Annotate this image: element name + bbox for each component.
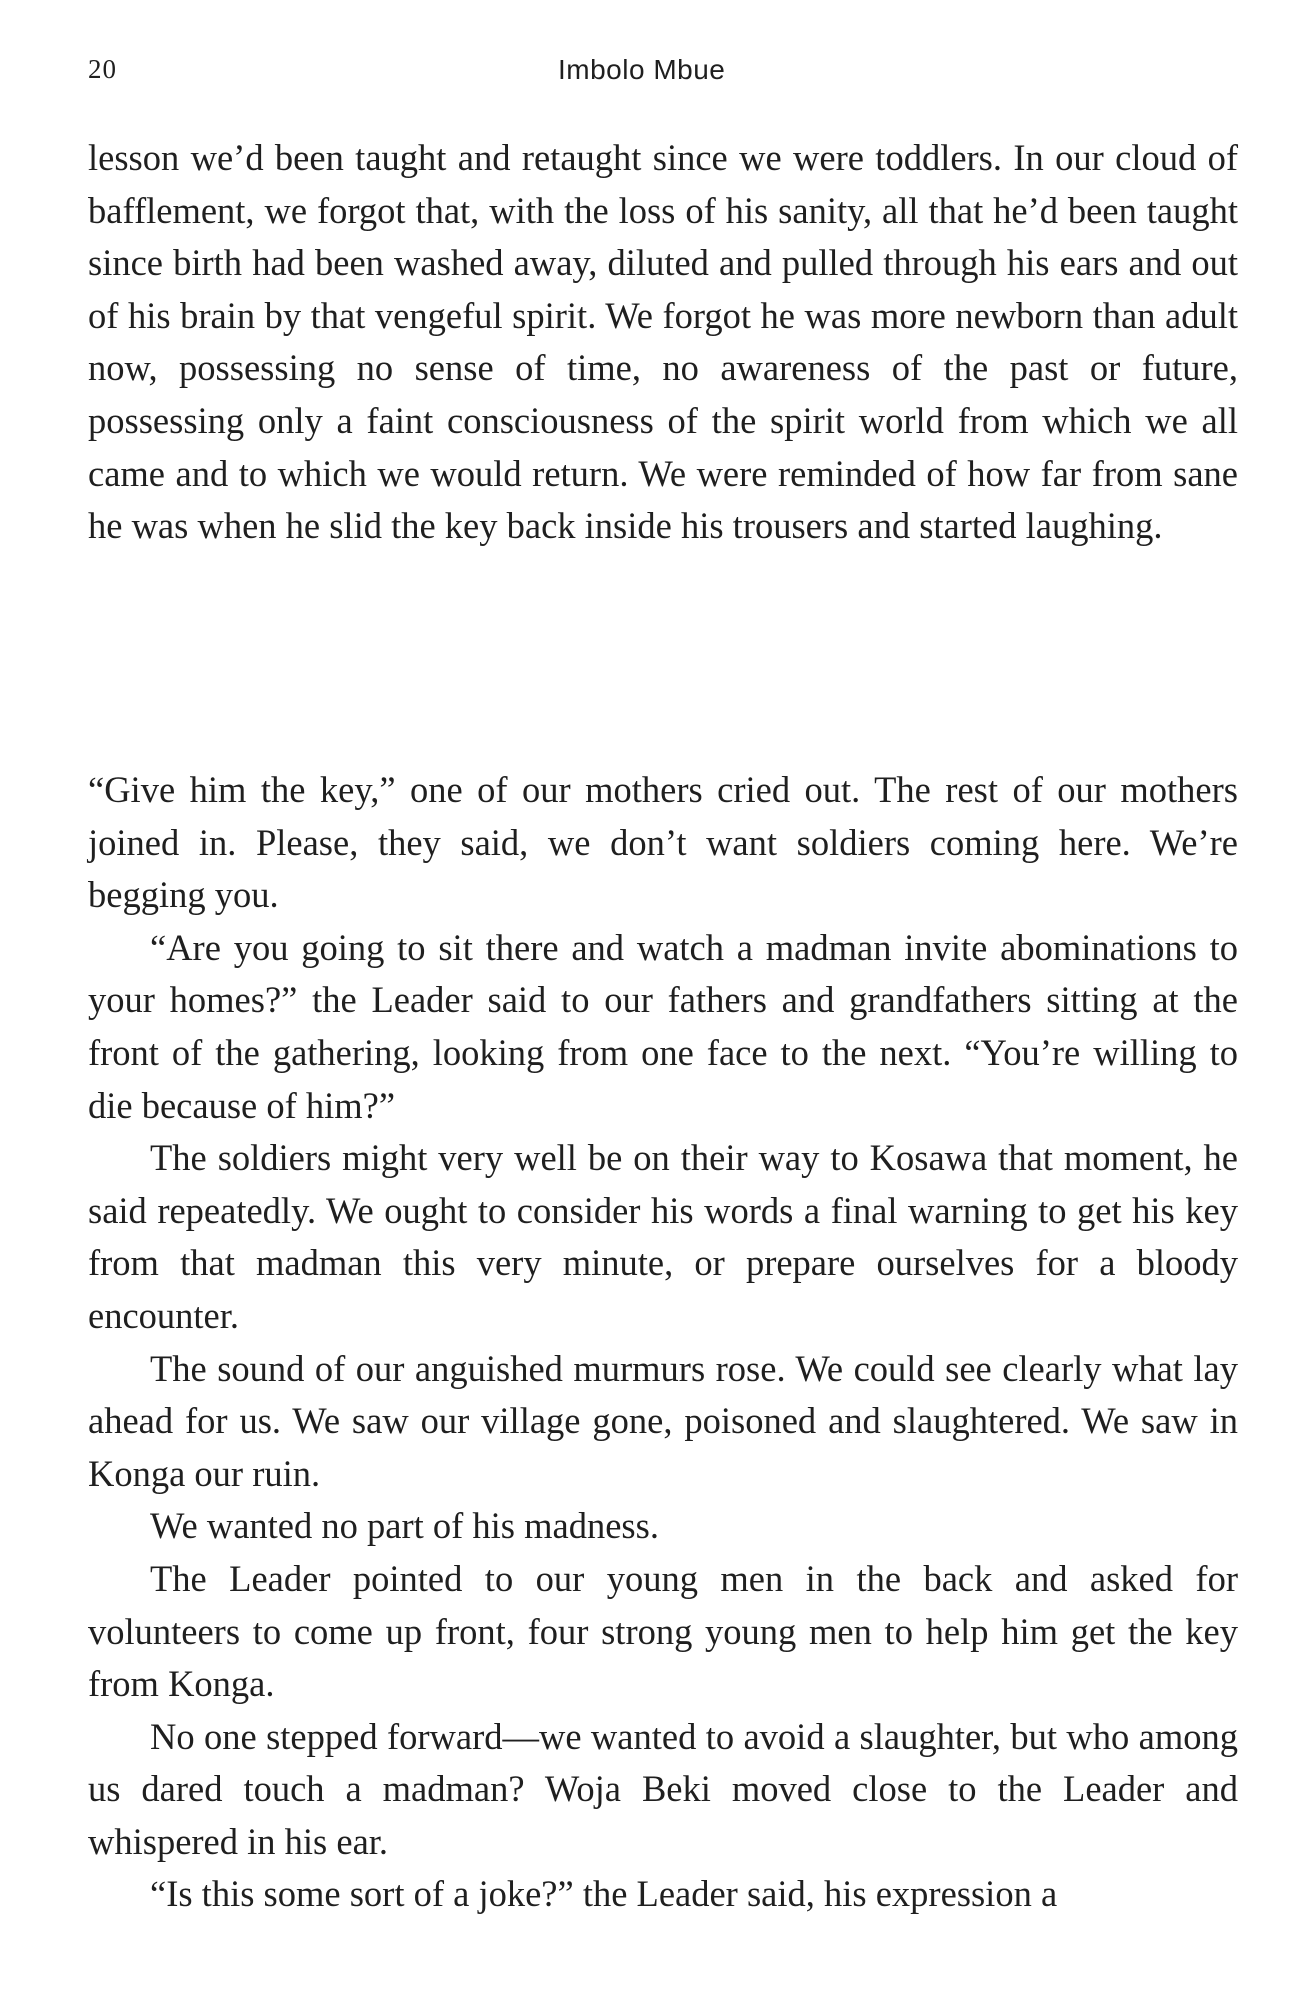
running-head [88,54,1238,94]
paragraph: “Is this some sort of a joke?” the Leader said, his expression a [150,1873,1058,1915]
text-block-top [88,132,1238,553]
paragraph: lesson we’d been taught and retaught since we were toddlers. In our cloud of bafflement, we forgot that, with the loss of his sanity, all that he’d been taught since birth had been washed away, diluted and pulled through his ears and out of his brain by that vengeful spirit. We forgot he was more newborn than adult now, possessing no sense of time, no awareness of the past or future, possessing only a faint consciousness of the spirit world from which we all came and to which we would return. We were reminded of how far from sane he was when he slid the key back inside his trousers and started laughing. [88,137,1238,547]
text-block-bottom [88,764,1238,1921]
paragraph: We wanted no part of his madness. [150,1505,659,1547]
paragraph: The soldiers might very well be on their way to Kosawa that moment, he said repeatedly. We ought to consider his words a final warning to get his key from that madman this very minute, or prepare ourselves for a bloody encounter. [88,1137,1238,1336]
paragraph: The sound of our anguished murmurs rose. We could see clearly what lay ahead for us. We saw our village gone, poisoned and slaughtered. We saw in Konga our ruin. [88,1347,1238,1494]
page-number: 20 [88,54,117,84]
paragraph: No one stepped forward—we wanted to avoid a slaughter, but who among us dared touch a madman? Woja Beki moved close to the Leader and whispered in his ear. [88,1715,1238,1862]
paragraph: “Are you going to sit there and watch a madman invite abominations to your homes?” the Leader said to our fathers and grandfathers sitting at the front of the gathering, looking from one face to the next. “You’re willing to die because of him?” [88,926,1238,1126]
running-head-author: Imbolo Mbue [558,54,726,85]
paragraph: “Give him the key,” one of our mothers cried out. The rest of our mothers joined in. Please, they said, we don’t want soldiers coming here. We’re begging you. [88,769,1238,916]
paragraph: The Leader pointed to our young men in the back and asked for volunteers to come up front, four strong young men to help him get the key from Konga. [88,1557,1238,1705]
